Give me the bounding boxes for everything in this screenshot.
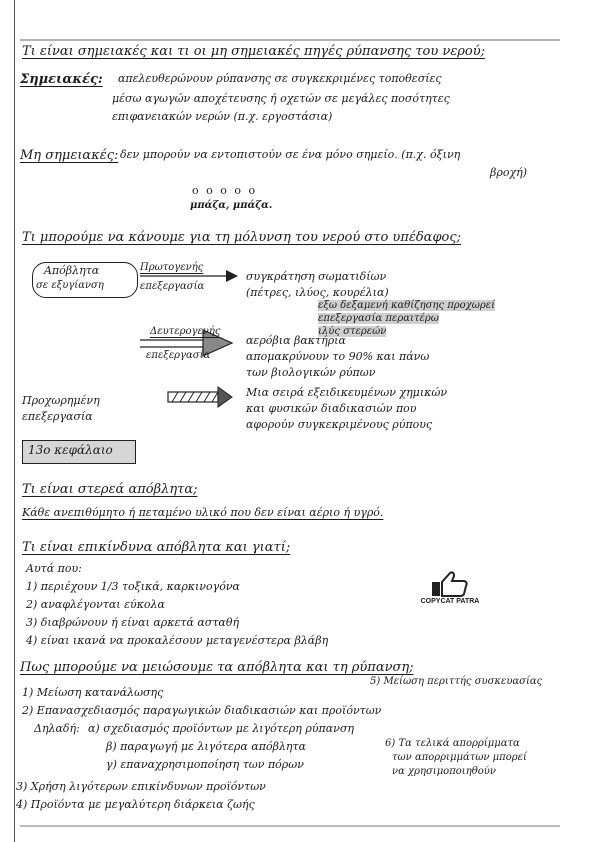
- hazardous-item-2: 2) αναφλέγονται εύκολα: [26, 598, 165, 611]
- heading-groundwater: Τι μπορούμε να κάνουμε για τη μόλυνση του νερού στο υπέδαφος;: [22, 230, 462, 245]
- secondary-result-3: των βιολογικών ρύπων: [246, 366, 376, 379]
- hazardous-item-3: 3) διαβρώνουν ή είναι αρκετά ασταθή: [26, 616, 240, 629]
- reduce-item-1: 1) Μείωση κατανάλωσης: [22, 686, 164, 699]
- reduce-item-3: 3) Χρήση λιγότερων επικίνδυνων προϊόντων: [16, 780, 266, 793]
- secondary-treatment-label: Δευτερογενής: [150, 326, 221, 337]
- wastewater-label: Απόβλητα: [44, 264, 100, 277]
- point-sources-line-1: απελευθερώνουν ρύπανσης σε συγκεκριμένες τοποθεσίες: [118, 72, 442, 85]
- reduce-item-2b: β) παραγωγή με λιγότερα απόβλητα: [106, 740, 307, 753]
- point-sources-line-2: μέσω αγωγών αποχέτευσης ή οχετών σε μεγάλες ποσότητες: [112, 92, 450, 105]
- heading-point-nonpoint: Τι είναι σημειακές και τι οι μη σημειακές πηγές ρύπανσης του νερού;: [22, 44, 486, 59]
- hazardous-item-1: 1) περιέχουν 1/3 τοξικά, καρκινογόνα: [26, 580, 240, 593]
- solid-waste-definition: Κάθε ανεπιθύμητο ή πεταμένο υλικό που δεν είναι αέριο ή υγρό.: [22, 506, 384, 519]
- primary-treatment-label: Πρωτογενής: [140, 262, 204, 273]
- secondary-treatment-sublabel: επεξεργασία: [146, 350, 211, 361]
- point-sources-line-3: επιφανειακών νερών (π.χ. εργοστάσια): [112, 110, 333, 123]
- advanced-result-2: και φυσικών διαδικασιών που: [246, 402, 417, 415]
- reduce-item-2: 2) Επανασχεδιασμός παραγωγικών διαδικασιών και προϊόντων: [22, 704, 382, 717]
- secondary-result-2: απομακρύνουν το 90% και πάνω: [246, 350, 430, 363]
- secondary-result-1: αερόβια βακτήρια: [246, 334, 346, 347]
- point-sources-label: Σημειακές:: [20, 72, 103, 87]
- chapter-label: 13ο κεφάλαιο: [28, 443, 113, 457]
- primary-note-2: επεξεργασία περαιτέρω: [318, 313, 439, 324]
- reduce-item-2c: γ) επαναχρησιμοποίηση των πόρων: [106, 758, 304, 771]
- logo-label: COPYCAT PATRA: [420, 598, 480, 605]
- copycat-logo: [420, 570, 480, 605]
- nonpoint-sources-line-1: δεν μπορούν να εντοπιστούν σε ένα μόνο σημείο. (π.χ. όξινη: [120, 148, 461, 161]
- reduce-item-6-line-1: 6) Τα τελικά απορρίμματα: [385, 738, 520, 749]
- circles-label: μπάζα, μπάζα.: [190, 200, 273, 211]
- hazardous-intro: Αυτά που:: [26, 562, 82, 575]
- reduce-item-2a: α) σχεδιασμός προϊόντων με λιγότερη ρύπανση: [88, 722, 354, 735]
- primary-note-1: εξω δεξαμενή καθίζησης προχωρεί: [318, 300, 496, 311]
- nonpoint-sources-label: Μη σημειακές:: [20, 148, 119, 163]
- advanced-result-3: αφορούν συγκεκριμένους ρύπους: [246, 418, 433, 431]
- advanced-treatment-label: Προχωρημένη: [22, 394, 100, 407]
- reduce-item-2-intro: Δηλαδή:: [34, 722, 80, 735]
- primary-result-2: (πέτρες, ιλύος, κουρέλια): [246, 286, 389, 299]
- thumbs-up-icon: [430, 570, 470, 598]
- nonpoint-sources-line-2: βροχή): [490, 166, 527, 179]
- advanced-result-1: Μια σειρά εξειδικευμένων χημικών: [246, 386, 448, 399]
- reduce-item-6-line-2: των απορριμμάτων μπορεί: [392, 752, 527, 763]
- heading-solid-waste: Τι είναι στερεά απόβλητα;: [22, 482, 198, 497]
- primary-note-3: ιλύς στερεών: [318, 326, 387, 337]
- hazardous-item-4: 4) είναι ικανά να προκαλέσουν μεταγενέστερα βλάβη: [26, 634, 329, 647]
- heading-reduce-waste: Πως μπορούμε να μειώσουμε τα απόβλητα και τη ρύπανση;: [20, 660, 414, 675]
- primary-result-1: συγκράτηση σωματιδίων: [246, 270, 387, 283]
- primary-treatment-sublabel: επεξεργασία: [140, 281, 205, 292]
- reduce-item-5: 5) Μείωση περιττής συσκευασίας: [370, 676, 543, 687]
- wastewater-sublabel: σε εξυγίανση: [36, 280, 104, 291]
- advanced-treatment-sublabel: επεξεργασία: [22, 410, 93, 423]
- reduce-item-6-line-3: να χρησιμοποιηθούν: [392, 766, 496, 777]
- heading-hazardous-waste: Τι είναι επικίνδυνα απόβλητα και γιατί;: [22, 540, 291, 555]
- circles-sketch: ο ο ο ο ο: [192, 184, 258, 197]
- reduce-item-4: 4) Προϊόντα με μεγαλύτερη διάρκεια ζωής: [16, 798, 255, 811]
